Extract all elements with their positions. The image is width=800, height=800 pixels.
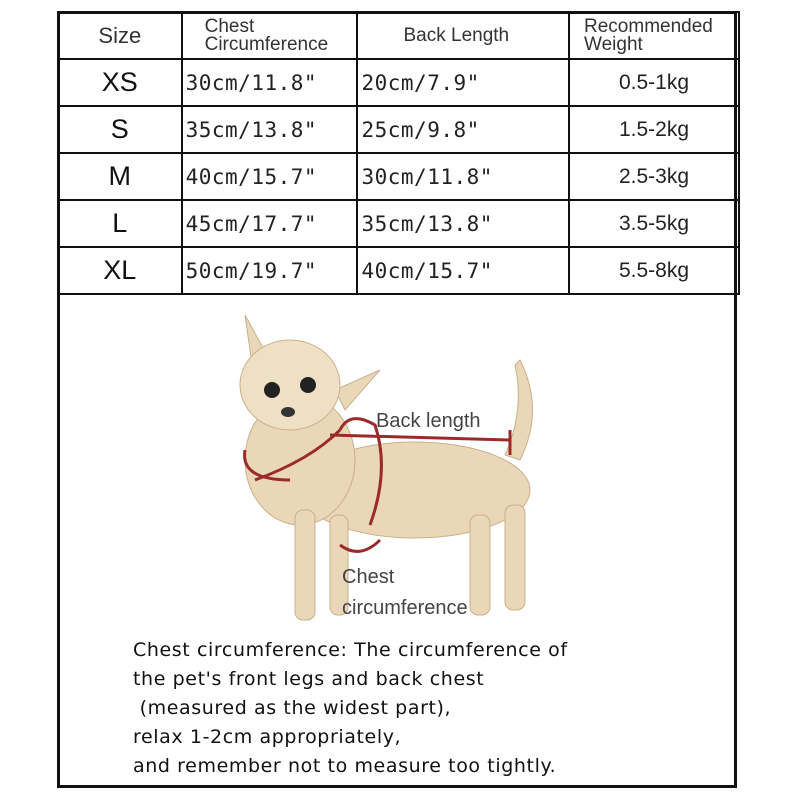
size-cell: S — [58, 106, 182, 153]
table-row — [58, 59, 739, 106]
header-weight: Recommended Weight — [569, 12, 739, 59]
back-length-label: Back length — [376, 410, 481, 432]
table-row — [58, 106, 739, 153]
dog-eye — [300, 377, 316, 393]
chest-cell: 30cm/11.8" — [182, 59, 358, 106]
size-cell: XL — [58, 247, 182, 294]
chest-cell: 45cm/17.7" — [182, 200, 358, 247]
weight-cell: 3.5-5kg — [569, 200, 739, 247]
dog-illustration — [200, 300, 560, 640]
weight-cell: 1.5-2kg — [569, 106, 739, 153]
chest-cell: 40cm/15.7" — [182, 153, 358, 200]
back-cell: 25cm/9.8" — [357, 106, 569, 153]
size-cell: M — [58, 153, 182, 200]
back-cell: 40cm/15.7" — [357, 247, 569, 294]
note-line: and remember not to measure too tightly. — [133, 755, 557, 777]
back-cell: 20cm/7.9" — [357, 59, 569, 106]
chest-label-line2: circumference — [342, 597, 468, 619]
header-row — [58, 12, 739, 59]
size-cell: XS — [58, 59, 182, 106]
note-line: Chest circumference: The circumference of — [133, 639, 568, 661]
weight-cell: 2.5-3kg — [569, 153, 739, 200]
table-row — [58, 200, 739, 247]
note-line: the pet's front legs and back chest — [133, 668, 485, 690]
size-cell: L — [58, 200, 182, 247]
dog-eye — [264, 382, 280, 398]
header-chest: Chest Circumference — [182, 12, 358, 59]
measurement-note — [133, 636, 568, 781]
back-cell: 35cm/13.8" — [357, 200, 569, 247]
note-line: (measured as the widest part), — [133, 697, 452, 719]
weight-cell: 5.5-8kg — [569, 247, 739, 294]
back-cell: 30cm/11.8" — [357, 153, 569, 200]
weight-cell: 0.5-1kg — [569, 59, 739, 106]
note-line: relax 1-2cm appropriately, — [133, 726, 402, 748]
dog-nose — [281, 407, 295, 417]
header-back: Back Length — [357, 12, 569, 59]
chest-label-line1: Chest — [342, 566, 395, 588]
table-row — [58, 247, 739, 294]
size-table — [57, 11, 740, 295]
chest-cell: 35cm/13.8" — [182, 106, 358, 153]
header-size: Size — [58, 12, 182, 59]
chest-cell: 50cm/19.7" — [182, 247, 358, 294]
table-row — [58, 153, 739, 200]
